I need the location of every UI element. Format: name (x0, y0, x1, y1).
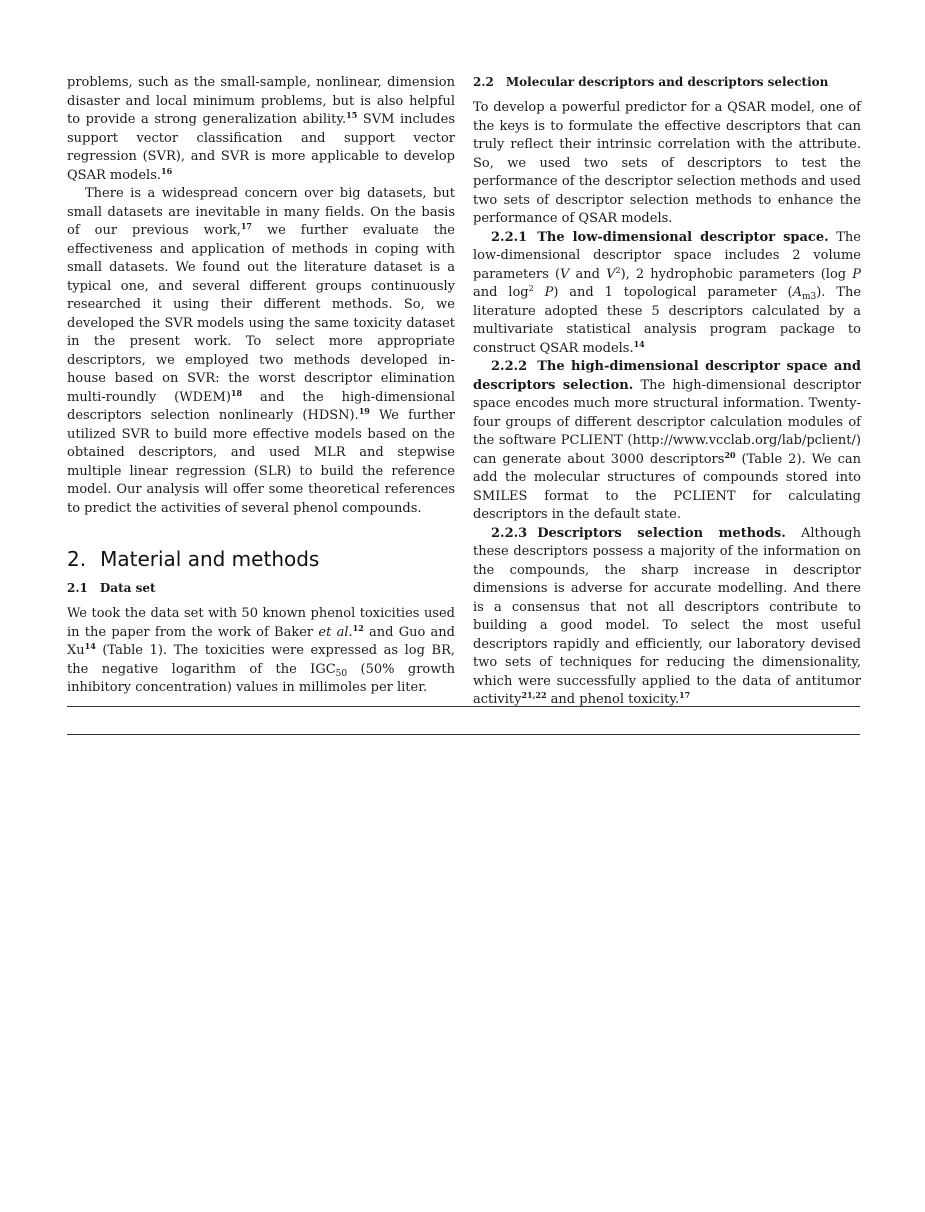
citation-ref[interactable]: 16 (161, 165, 173, 176)
subsection-title: Molecular descriptors and descriptors selection (505, 75, 829, 89)
subsubsection-number: 2.2.1 (491, 229, 528, 245)
runin-title: Descriptors selection methods. (537, 525, 786, 541)
divider-rule (67, 706, 860, 707)
text-run (534, 285, 545, 300)
italic-text: P (852, 266, 861, 282)
subsection-title: Data set (99, 581, 156, 595)
italic-text: V (606, 266, 616, 282)
italic-text: P (544, 285, 554, 300)
text-run: ), 2 hydrophobic parameters (log (620, 266, 853, 282)
text-run: There is a widespread concern over big datasets, but small datasets are inevitable in many fields. On the basis of our previous work, (67, 186, 455, 238)
citation-ref[interactable]: 17 (240, 221, 252, 231)
text-run: and phenol toxicity. (546, 692, 680, 707)
citation-ref[interactable]: 19 (358, 406, 370, 416)
text-run: (50% growth inhibitory concentration) values in millimoles per liter. (67, 661, 455, 695)
text-run: we further evaluate the effectiveness and application of methods in coping with small datasets. We found out the literature dataset is a typical one, and several different groups continuously researched it using their different methods. So, we developed the SVR models using the same toxicity dataset in the present work. To select more appropriate descriptors, we employed two methods developed in-house based on SVR: the worst descriptor elimination multi-roundly (WDEM) (67, 223, 455, 405)
subsection-heading-descriptors (473, 74, 861, 90)
data-set-paragraph (67, 605, 455, 698)
superscript: 2 (528, 284, 534, 293)
subsection-number: 2.1 (67, 581, 88, 595)
citation-ref[interactable]: 18 (230, 387, 243, 398)
text-run: and Guo and Xu (67, 624, 455, 658)
text-run: and (569, 266, 607, 282)
italic-text: A (792, 285, 802, 300)
text-run: We took the data set with 50 known phenol toxicities used in the paper from the work of Baker (67, 606, 455, 640)
runin-title: The high-dimensional descriptor space and descriptors selection. (473, 359, 861, 393)
citation-ref[interactable]: 20 (724, 449, 736, 460)
citation-ref[interactable]: 12 (352, 622, 364, 633)
runin-heading (491, 230, 829, 245)
citation-ref[interactable]: 14 (84, 641, 96, 651)
text-run: To develop a powerful predictor for a QSAR model, one of the keys is to formulate the effective descriptors that can truly reflect their intrinsic correlation with the attribute. So, we used two sets of descriptors to test the performance of the descriptor selection methods and used two sets of descriptor selection methods to enhance the performance of QSAR models. (473, 100, 861, 226)
section-title: Material and methods (100, 547, 320, 571)
citation-ref[interactable]: 17 (679, 690, 691, 700)
text-run: ). The literature adopted these 5 descriptors calculated by a multivariate statistical analysis program package to construct QSAR models. (473, 285, 862, 356)
left-column (67, 74, 455, 698)
text-run: ) and 1 topological parameter ( (553, 285, 793, 300)
citation-ref[interactable]: 14 (633, 338, 645, 349)
citation-ref[interactable]: 15 (346, 110, 358, 120)
subscript: 50 (335, 668, 348, 679)
italic-text: et al. (318, 624, 353, 640)
descriptors-paragraph (473, 99, 861, 229)
runin-title: The low-dimensional descriptor space. (537, 229, 829, 245)
subscript: m3 (801, 292, 817, 302)
intro-paragraph-1 (67, 74, 455, 185)
low-dim-paragraph (473, 229, 861, 359)
divider-rule (67, 734, 860, 735)
selection-methods-paragraph (473, 525, 861, 710)
superscript: 2 (615, 265, 621, 275)
right-column (473, 74, 861, 710)
text-run: (Table 2). We can add the molecular structures of compounds stored into SMILES format to the PCLIENT for calculating descriptors in the default state. (473, 451, 861, 522)
text-run: We further utilized SVR to build more effective models based on the obtained descriptors, and used MLR and stepwise multiple linear regression (SLR) to build the reference model. Our analysis will offer some theoretical references to predict the activities of several phenol compounds. (67, 408, 455, 516)
text-run: The high-dimensional descriptor space encodes much more structural information. Twenty-four groups of different descriptor calculation modules of the software PCLIENT (http://www.vcclab.org/lab/pclient/) can generate about 3000 descriptors (473, 377, 861, 467)
text-run: Although these descriptors possess a majority of the information on the compounds, the sharp increase in descriptor dimensions is adverse for accurate modelling. And there is a consensus that not all descriptors contribute to building a good model. To select the most useful descriptors rapidly and efficiently, our laboratory devised two sets of techniques for reducing the dimensionality, which were successfully applied to the data of antitumor activity (473, 525, 862, 707)
runin-heading (491, 526, 786, 541)
subsubsection-number: 2.2.3 (491, 525, 528, 541)
text-run: and log (473, 285, 529, 300)
subsection-number: 2.2 (473, 75, 494, 89)
text-run: (Table 1). The toxicities were expressed as log BR, the negative logarithm of the IGC (67, 643, 455, 677)
section-heading-material-methods (67, 546, 455, 572)
text-run: The low-dimensional descriptor space includes 2 volume parameters ( (473, 229, 861, 282)
intro-paragraph-2 (67, 185, 455, 518)
text-run: problems, such as the small-sample, nonlinear, dimension disaster and local minimum problems, but is also helpful to provide a strong generalization ability. (67, 75, 455, 127)
subsubsection-number: 2.2.2 (491, 359, 528, 374)
text-run: and the high-dimensional descriptors selection nonlinearly (HDSN). (67, 389, 455, 423)
subsection-heading-data-set (67, 580, 455, 596)
section-number: 2. (67, 547, 87, 571)
text-run: SVM includes support vector classification and support vector regression (SVR), and SVR is more applicable to develop QSAR models. (67, 112, 455, 183)
high-dim-paragraph (473, 358, 861, 525)
italic-text: V (560, 266, 570, 282)
citation-ref[interactable]: 21,22 (521, 690, 547, 700)
